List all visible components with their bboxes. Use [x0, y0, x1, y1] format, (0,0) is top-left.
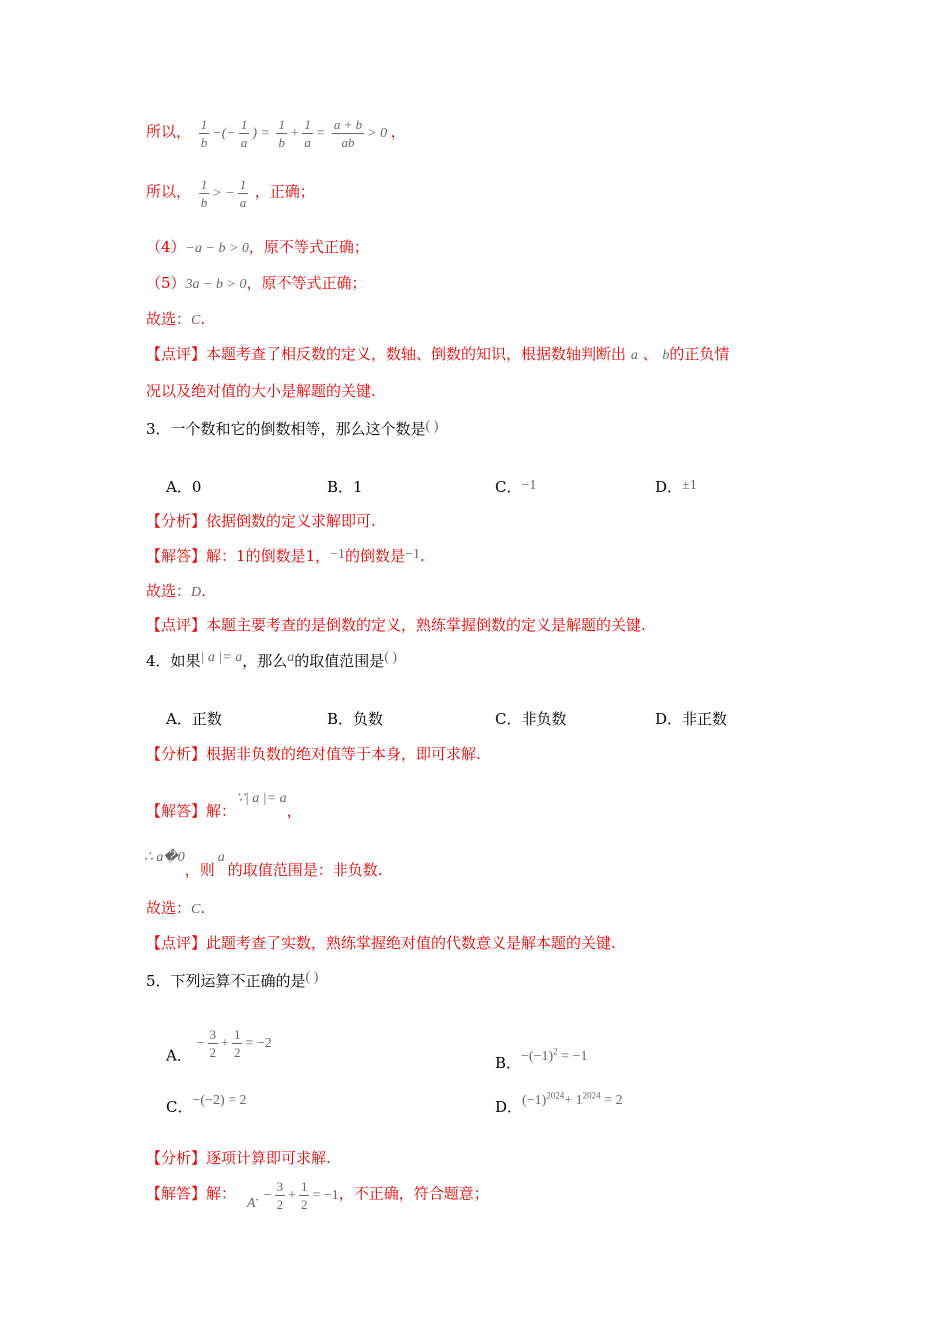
q5-analysis [146, 1147, 331, 1168]
solution-text: 解： [206, 1184, 237, 1203]
q4-option-c [495, 708, 567, 729]
option-value: 非负数 [521, 710, 567, 728]
comment-text: 此题考查了实数，熟练掌握绝对值的代数意义是解本题的关键. [206, 934, 616, 952]
question-stem: 5．下列运算不正确的是 [146, 972, 306, 990]
analysis-text: 逐项计算即可求解. [206, 1149, 331, 1167]
option-label: A． [166, 1046, 192, 1065]
conclusion-text: ，则 [184, 861, 215, 879]
option-label: C． [166, 1098, 193, 1116]
solution-text: 解： [206, 802, 237, 820]
option-label: B． [327, 478, 354, 496]
option-value: 负数 [353, 710, 384, 728]
expr-result: = −1 [312, 1187, 339, 1203]
choose-line [146, 308, 205, 329]
option-expr: −(−2) = 2 [192, 1093, 247, 1108]
q3-option-b [327, 476, 363, 497]
solution-text: 的倒数是 [245, 547, 306, 565]
answer-letter: C [191, 902, 201, 917]
option-value: 正数 [191, 710, 222, 728]
value: −1 [405, 547, 420, 562]
q4-analysis [146, 743, 481, 764]
choose-suffix: . [200, 310, 206, 328]
option-label: A． [166, 478, 192, 496]
expr-exponent: 2024 [546, 1090, 565, 1101]
option-value: −1 [521, 478, 537, 493]
question-3 [146, 418, 438, 439]
math-var: a [217, 850, 225, 865]
expr-term: + 1 [564, 1093, 583, 1108]
q3-choose [146, 580, 206, 601]
choose-prefix: 故选： [146, 582, 192, 600]
comment-text: 本题考查了相反数的定义，数轴、倒数的知识，根据数轴判断出 [206, 345, 627, 363]
option-value: 0 [191, 478, 202, 496]
q4-solution [146, 790, 302, 821]
math-inequality: $\frac{1}{b}$ > − $\frac{1}{a}$ [200, 177, 247, 210]
separator: 、 [642, 345, 658, 363]
conclusion-text: 的取值范围是：非负数. [227, 861, 383, 879]
option-label: C． [495, 710, 522, 728]
math-expr: ∴ a�0 [144, 850, 185, 865]
option-letter: A [246, 1195, 256, 1211]
q5-option-b [495, 1044, 588, 1072]
q4-option-b [327, 708, 383, 729]
math-expr: | a |= a [200, 650, 243, 665]
item-5 [146, 272, 366, 293]
option-label: B． [327, 710, 354, 728]
item-text: ，原不等式正确； [246, 274, 367, 292]
analysis-text: 依据倒数的定义求解即可. [206, 512, 376, 530]
question-5 [146, 970, 318, 991]
q4-option-d [655, 708, 727, 729]
q3-comment [146, 614, 646, 635]
answer-letter: C [191, 313, 201, 328]
q4-option-a [166, 708, 222, 729]
item-4 [146, 236, 369, 257]
math-var: b [662, 348, 670, 363]
comment-line-1 [146, 343, 729, 364]
line-suffix: ， [390, 122, 406, 141]
line-so-1 [146, 118, 406, 149]
q5-solution [146, 1180, 489, 1212]
question-stem: ，那么 [242, 652, 288, 670]
option-label: D． [655, 710, 683, 728]
solution-tag: 【解答】 [146, 802, 207, 820]
option-label: A． [166, 710, 192, 728]
choose-prefix: 故选： [146, 310, 192, 328]
option-expr [521, 1046, 588, 1064]
q5-option-c [166, 1088, 247, 1116]
option-label: D． [655, 478, 683, 496]
math-fraction-expression: $\frac{1}{b}$ −(− $\frac{1}{a}$ ) = $\frac{1}{b}$ + $\frac{1}{a}$ = $\frac{a + b}{ab}$ > 0 [200, 117, 391, 150]
choose-suffix: . [200, 899, 206, 917]
option-label: D． [495, 1098, 523, 1116]
item-text: ，原不等式正确； [248, 238, 369, 256]
solution-text: 的倒数是 [345, 547, 406, 565]
comment-line-2 [146, 380, 376, 401]
dot: . [255, 1189, 259, 1205]
comment-tag: 【点评】 [146, 934, 207, 952]
option-label: C． [495, 478, 522, 496]
analysis-tag: 【分析】 [146, 745, 207, 763]
line-suffix: ，正确； [254, 182, 315, 201]
option-value: 非正数 [682, 710, 728, 728]
comment-tag: 【点评】 [146, 616, 207, 634]
q4-choose [146, 897, 205, 918]
item-number: （4） [146, 238, 186, 256]
expr-result: = 2 [600, 1093, 623, 1108]
q3-option-c [495, 476, 536, 497]
expr-base: −(−1) [521, 1049, 554, 1064]
option-value: ±1 [682, 478, 697, 493]
expr-result: = −1 [557, 1049, 588, 1064]
solution-text: ，不正确，符合题意； [338, 1184, 489, 1203]
choose-prefix: 故选： [146, 899, 192, 917]
answer-blank: ( ) [384, 650, 398, 665]
expr-exponent: 2024 [582, 1090, 601, 1101]
value: −1 [330, 547, 346, 562]
math-var: a [287, 650, 295, 665]
comment-text: 况以及绝对值的大小是解题的关键. [146, 382, 376, 400]
solution-tag: 【解答】 [146, 1184, 207, 1203]
q4-comment [146, 932, 616, 953]
math-expr: ∵| a |= a [236, 791, 287, 806]
option-label: B． [495, 1054, 522, 1072]
line-so-2 [146, 178, 315, 209]
item-number: （5） [146, 274, 186, 292]
math-var: a [630, 348, 638, 363]
question-4 [146, 650, 397, 671]
expr-exponent: 2 [553, 1046, 558, 1057]
expr-term: (−1) [522, 1093, 547, 1108]
option-expr [522, 1090, 623, 1108]
math-expr: −a − b > 0 [185, 241, 249, 256]
q3-option-a [166, 476, 201, 497]
option-expr: − $\frac{3}{2}$ + $\frac{1}{2}$ = −2 [196, 1027, 272, 1060]
line-prefix: 所以， [146, 182, 192, 201]
q4-conclusion [146, 849, 383, 880]
question-stem: 的取值范围是 [294, 652, 385, 670]
answer-blank: ( ) [425, 419, 439, 434]
value: 1， [305, 547, 331, 565]
expr-result: = −2 [245, 1035, 272, 1051]
comment-text: 本题主要考查的是倒数的定义，熟练掌握倒数的定义是解题的关键. [206, 616, 646, 634]
answer-letter: D [191, 585, 202, 600]
analysis-tag: 【分析】 [146, 512, 207, 530]
analysis-text: 根据非负数的绝对值等于本身，即可求解. [206, 745, 481, 763]
solution-end: . [419, 547, 425, 565]
q3-analysis [146, 510, 376, 531]
q5-option-a [166, 1028, 272, 1066]
question-stem: 4．如果 [146, 652, 201, 670]
solution-tag: 【解答】 [146, 547, 207, 565]
q5-option-d [495, 1088, 623, 1116]
math-expr: 3a − b > 0 [185, 277, 247, 292]
question-stem: 3．一个数和它的倒数相等，那么这个数是 [146, 420, 426, 438]
line-prefix: 所以， [146, 122, 192, 141]
q3-option-d [655, 476, 697, 497]
analysis-tag: 【分析】 [146, 1149, 207, 1167]
math-fraction-expression: − $\frac{3}{2}$ + $\frac{1}{2}$ = −1 [263, 1179, 339, 1212]
solution-text: 解： [206, 547, 237, 565]
value: 1 [236, 547, 246, 565]
answer-blank: ( ) [305, 970, 319, 985]
comment-tag: 【点评】 [146, 345, 207, 363]
comment-text: 的正负情 [669, 345, 730, 363]
q3-solution [146, 545, 425, 566]
choose-suffix: . [201, 582, 206, 600]
solution-end: ， [286, 802, 302, 820]
option-value: 1 [353, 478, 363, 496]
